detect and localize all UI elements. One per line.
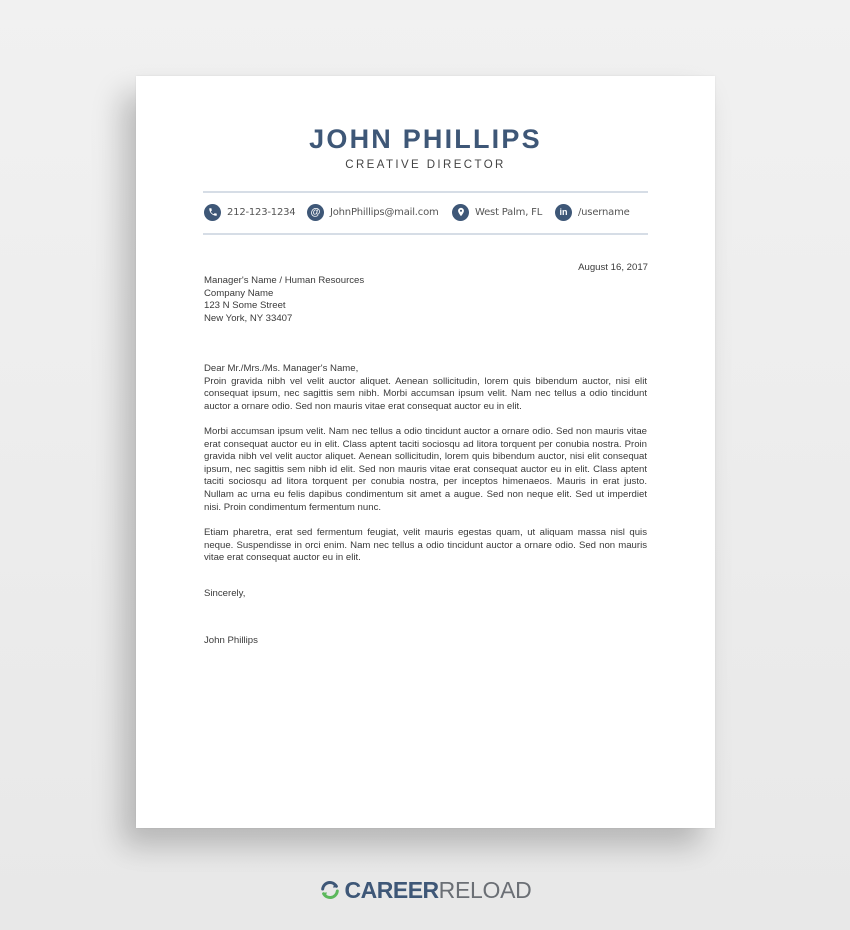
closing: Sincerely,: [204, 588, 246, 599]
signature: John Phillips: [204, 635, 258, 646]
reload-icon: [319, 879, 341, 901]
recipient-address: [204, 275, 647, 325]
contact-phone-text: 212-123-1234: [227, 206, 296, 218]
contact-phone: [204, 203, 295, 221]
recipient-line: 123 N Some Street: [204, 300, 286, 312]
location-pin-icon: [452, 204, 469, 221]
recipient-line: Company Name: [204, 287, 274, 299]
applicant-name: JOHN PHILLIPS: [309, 124, 542, 154]
linkedin-icon: in: [555, 204, 572, 221]
recipient-line: Manager's Name / Human Resources: [204, 275, 365, 286]
job-title: CREATIVE DIRECTOR: [345, 159, 506, 171]
recipient-line: New York, NY 33407: [204, 312, 293, 324]
contact-linkedin: [555, 203, 630, 221]
divider-bottom: [203, 233, 648, 235]
brand-name-part1: CAREER: [344, 877, 439, 903]
paragraph-3: Etiam pharetra, erat sed fermentum feugiat, velit mauris egestas quam, ut aliquam massa nisl quis neque. Suspendisse in orci enim. Nam nec tellus a odio tincidunt auctor a ornare odio. Sed non mauris vitae erat consequat auctor eu in elit.: [204, 527, 647, 564]
contact-location-text: West Palm, FL: [475, 206, 543, 218]
paragraph-2: Morbi accumsan ipsum velit. Nam nec tellus a odio tincidunt auctor a ornare odio. Sed non mauris vitae erat consequat auctor eu in elit. Class aptent taciti sociosqu ad litora torquent per conubia nostra. Proin gravida nibh vel velit auctor aliquet. Aenean sollicitudin, lorem quis bibendum auctor, nisi elit consequat ipsum, nec sagittis sem nibh id elit. Sed non mauris vitae erat consequat auctor eu in elit. Class aptent taciti sociosqu ad litora torquent per conubia nostra, per inceptos himenaeos. Mauris in erat justo. Nullam ac urna eu felis dapibus condimentum sit amet a augue. Sed non neque elit. Sed ut imperdiet nisi. Proin condimentum fermentum nunc.: [204, 426, 647, 513]
at-icon: @: [307, 204, 324, 221]
contact-email: [307, 203, 439, 221]
contact-email-text: JohnPhillips@mail.com: [330, 206, 439, 218]
letter-date: August 16, 2017: [578, 262, 648, 273]
contact-linkedin-text: /username: [578, 206, 630, 218]
brand-name-part2: RELOAD: [438, 877, 532, 903]
contact-location: [452, 203, 542, 221]
contact-bar: [204, 203, 649, 223]
divider-top: [203, 191, 648, 193]
phone-icon: [204, 204, 221, 221]
paragraph-1: Proin gravida nibh vel velit auctor aliquet. Aenean sollicitudin, lorem quis bibendum auctor, nisi elit consequat ipsum, nec sagittis sem nibh. Morbi accumsan ipsum velit. Nam nec tellus a odio tincidunt auctor a ornare odio. Sed non mauris vitae erat consequat auctor eu in elit.: [204, 375, 647, 412]
cover-letter-page: [136, 76, 715, 828]
salutation: Dear Mr./Mrs./Ms. Manager's Name,: [204, 363, 359, 374]
brand-logo: [0, 876, 850, 904]
